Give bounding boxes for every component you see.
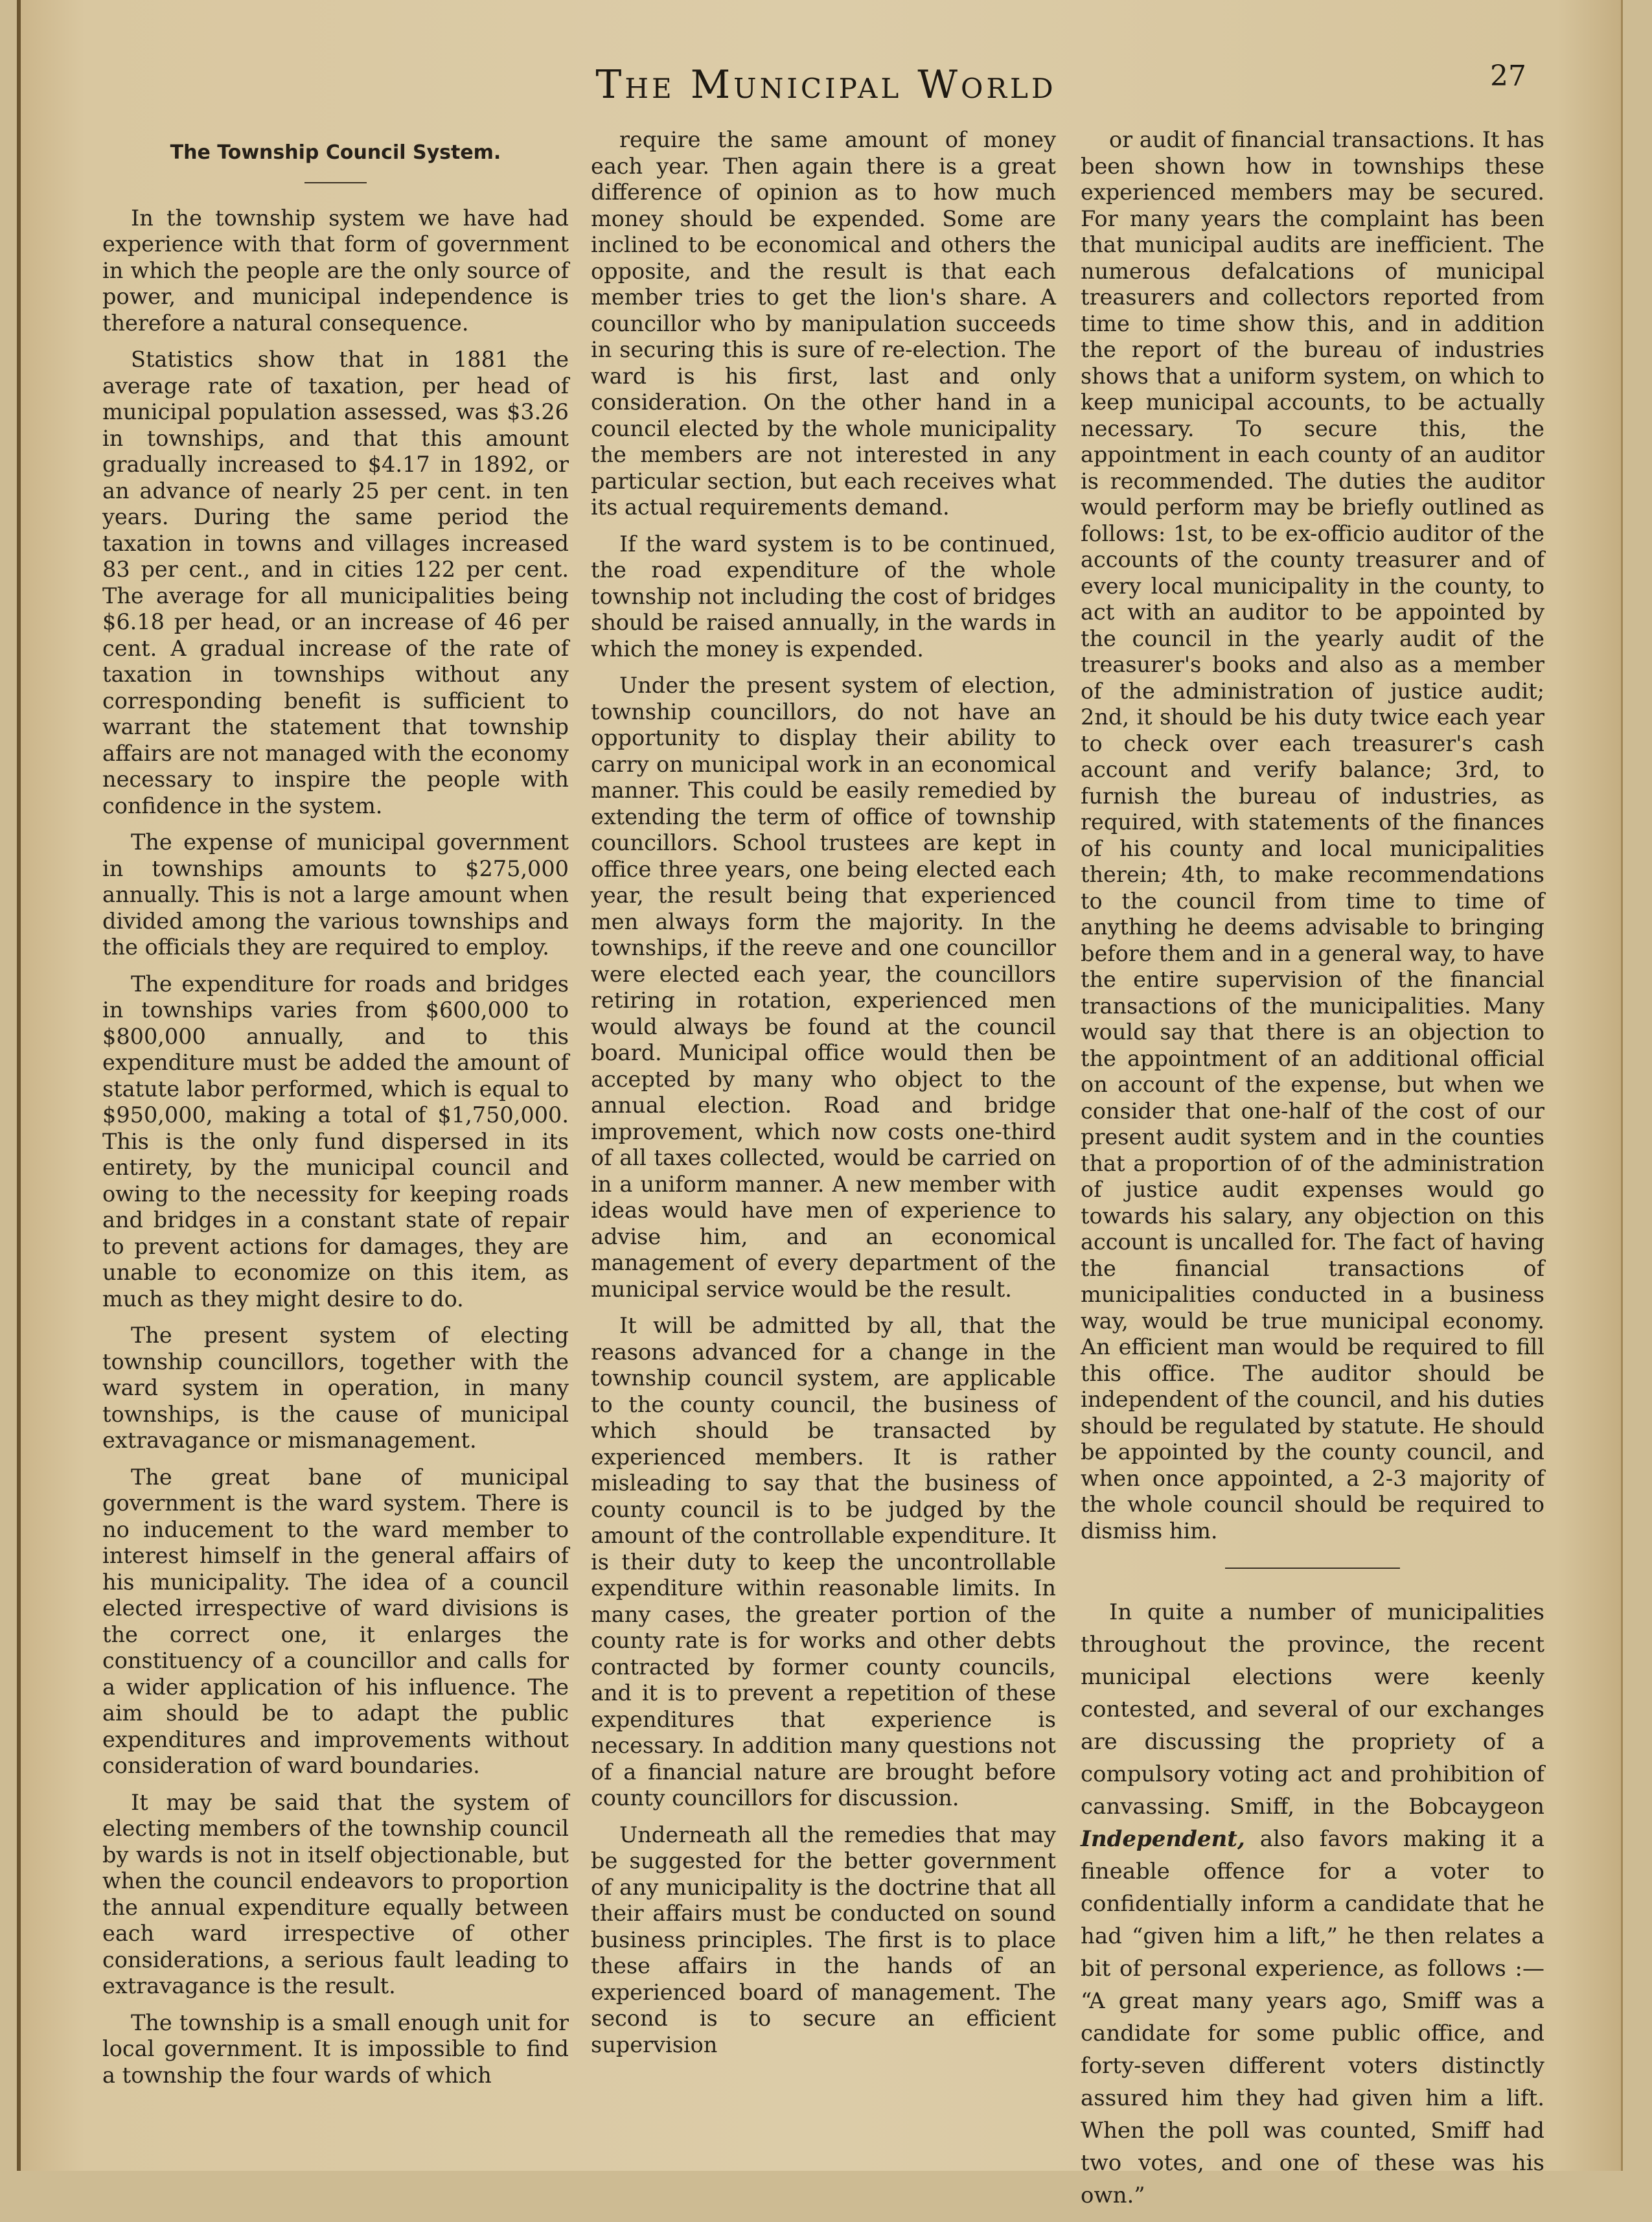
- column-3: [1081, 127, 1544, 2222]
- paragraph: If the ward system is to be continued, the road expenditure of the whole township not including the cost of bridges should be raised annually, in the wards in which the money is expended.: [591, 531, 1056, 662]
- paragraph: In the township system we have had experience with that form of government in which the people are the only source of power, and municipal independence is therefore a natural consequence.: [102, 205, 569, 336]
- paragraph: It may be said that the system of electing members of the township council by wards is not in itself objectionable, but when the council endeavors to proportion the annual expenditure equally between each ward irrespective of other considerations, a serious fault leading to extravagance is the result.: [102, 1789, 569, 1998]
- paragraph: The great bane of municipal government is the ward system. There is no inducement to the ward member to interest himself in the general affairs of his municipality. The idea of a council elected irrespective of ward divisions is the correct one, it enlarges the constituency of a councillor and calls for a wider application of his influence. The aim should be to adapt the public expenditures and improvements without consideration of ward boundaries.: [102, 1464, 569, 1778]
- column-2: [591, 127, 1056, 2068]
- paragraph: Underneath all the remedies that may be suggested for the better government of any municipality is the doctrine that all their affairs must be conducted on sound business principles. The first is to place these affairs in the hands of an experienced board of management. The second is to secure an efficient supervision: [591, 1822, 1056, 2057]
- running-title: The Municipal World: [595, 62, 1057, 108]
- newspaper-name: Independent,: [1081, 1826, 1245, 1852]
- article-title: The Township Council System.: [170, 141, 501, 164]
- paragraph-text: In quite a number of municipalities throughout the province, the recent municipal elections were keenly contested, and several of our exchanges are discussing the propriety of a compulsory voting act and prohibition of canvassing. Smiff, in the Bobcaygeon: [1081, 1599, 1544, 1820]
- paragraph: require the same amount of money each year. Then again there is a great difference of opinion as to how much money should be expended. Some are inclined to be economical and others the opposite, and the result is that each member tries to get the lion's share. A councillor who by manipulation succeeds in securing this is sure of re-election. The ward is his first, last and only consideration. On the other hand in a council elected by the whole municipality the members are not interested in any particular section, but each receives what its actual requirements demand.: [591, 127, 1056, 520]
- paragraph: The township is a small enough unit for local government. It is impossible to find a township the four wards of which: [102, 2009, 569, 2088]
- paragraph: Statistics show that in 1881 the average rate of taxation, per head of municipal population assessed, was $3.26 in townships, and that this amount gradually increased to $4.17 in 1892, or an advance of nearly 25 per cent. in ten years. During the same period the taxation in towns and villages increased 83 per cent., and in cities 122 per cent. The average for all municipalities being $6.18 per head, or an increase of 46 per cent. A gradual increase of the rate of taxation in townships without any corresponding benefit is sufficient to warrant the statement that township affairs are not managed with the economy necessary to inspire the people with confidence in the system.: [102, 347, 569, 818]
- paragraph: The expenditure for roads and bridges in townships varies from $600,000 to $800,000 annually, and to this expenditure must be added the amount of statute labor performed, which is equal to $950,000, making a total of $1,750,000. This is the only fund dispersed in its entirety, by the municipal council and owing to the necessity for keeping roads and bridges in a constant state of repair to prevent actions for damages, they are unable to economize on this item, as much as they might desire to do.: [102, 971, 569, 1312]
- paragraph: or audit of financial transactions. It has been shown how in townships these experienced members may be secured. For many years the complaint has been that municipal audits are inefficient. The numerous defalcations of municipal treasurers and collectors reported from time to time show this, and in addition the report of the bureau of industries shows that a uniform system, on which to keep municipal accounts, to be actually necessary. To secure this, the appointment in each county of an auditor is recommended. The duties the auditor would perform may be briefly outlined as follows: 1st, to be ex-officio auditor of the accounts of the county treasurer and of every local municipality in the county, to act with an auditor to be appointed by the council in the yearly audit of the treasurer's books and also as a member of the administration of justice audit; 2nd, it should be his duty twice each year to check over each treasurer's cash account and verify balance; 3rd, to furnish the bureau of industries, as required, with statements of the finances of his county and local municipalities therein; 4th, to make recommendations to the council from time to time of anything he deems advisable to bringing before them and in a general way, to have the entire supervision of the financial transactions of the municipalities. Many would say that there is an objection to the appointment of an additional official on account of the expense, but when we consider that one-half of the cost of our present audit system and in the counties that a proportion of of the administration of justice audit expenses would go towards his salary, any objection on this account is uncalled for. The fact of having the financial transactions of municipalities conducted in a business way, would be true municipal economy. An efficient man would be required to fill this office. The auditor should be independent of the council, and his duties should be regulated by statute. He should be appointed by the county council, and when once appointed, a 2-3 majority of the whole council should be required to dismiss him.: [1081, 127, 1544, 1544]
- paragraph: The present system of electing township councillors, together with the ward system in operation, in many townships, is the cause of municipal extravagance or mismanagement.: [102, 1323, 569, 1453]
- page-header: [0, 60, 1652, 111]
- page-number: 27: [1490, 60, 1526, 93]
- paragraph-text-continued: also favors making it a fineable offence for a voter to confidentially inform a candidate that he had “given him a lift,” he then relates a bit of personal experience, as follows :— “A great many years ago, Smiff was a candidate for some public office, and forty-seven different voters distinctly assured him they had given him a lift. When the poll was counted, Smiff had two votes, and one of these was his own.”: [1081, 1826, 1545, 2208]
- column-1: [102, 127, 569, 2099]
- news-item: [1081, 1596, 1544, 2212]
- paragraph: [1081, 1596, 1544, 2212]
- paragraph: The expense of municipal government in townships amounts to $275,000 annually. This is not a large amount when divided among the various townships and the officials they are required to employ.: [102, 829, 569, 960]
- title-rule: [304, 182, 367, 183]
- section-rule: [1225, 1568, 1400, 1569]
- paragraph: It will be admitted by all, that the reasons advanced for a change in the township council system, are applicable to the county council, the business of which should be transacted by experienced members. It is rather misleading to say that the business of county council is to be judged by the amount of the controllable expenditure. It is their duty to keep the uncontrollable expenditure within reasonable limits. In many cases, the greater portion of the county rate is for works and other debts contracted by former county councils, and it is to prevent a repetition of these expenditures that experience is necessary. In addition many questions not of a financial nature are brought before county councillors for discussion.: [591, 1313, 1056, 1811]
- paragraph: Under the present system of election, township councillors, do not have an opportunity to display their ability to carry on municipal work in an economical manner. This could be easily remedied by extending the term of office of township councillors. School trustees are kept in office three years, one being elected each year, the result being that experienced men always form the majority. In the townships, if the reeve and one councillor were elected each year, the councillors retiring in rotation, experienced men would always be found at the council board. Municipal office would then be accepted by many who object to the annual election. Road and bridge improvement, which now costs one-third of all taxes collected, would be carried on in a uniform manner. A new member with ideas would have men of experience to advise him, and an economical management of every department of the municipal service would be the result.: [591, 673, 1056, 1302]
